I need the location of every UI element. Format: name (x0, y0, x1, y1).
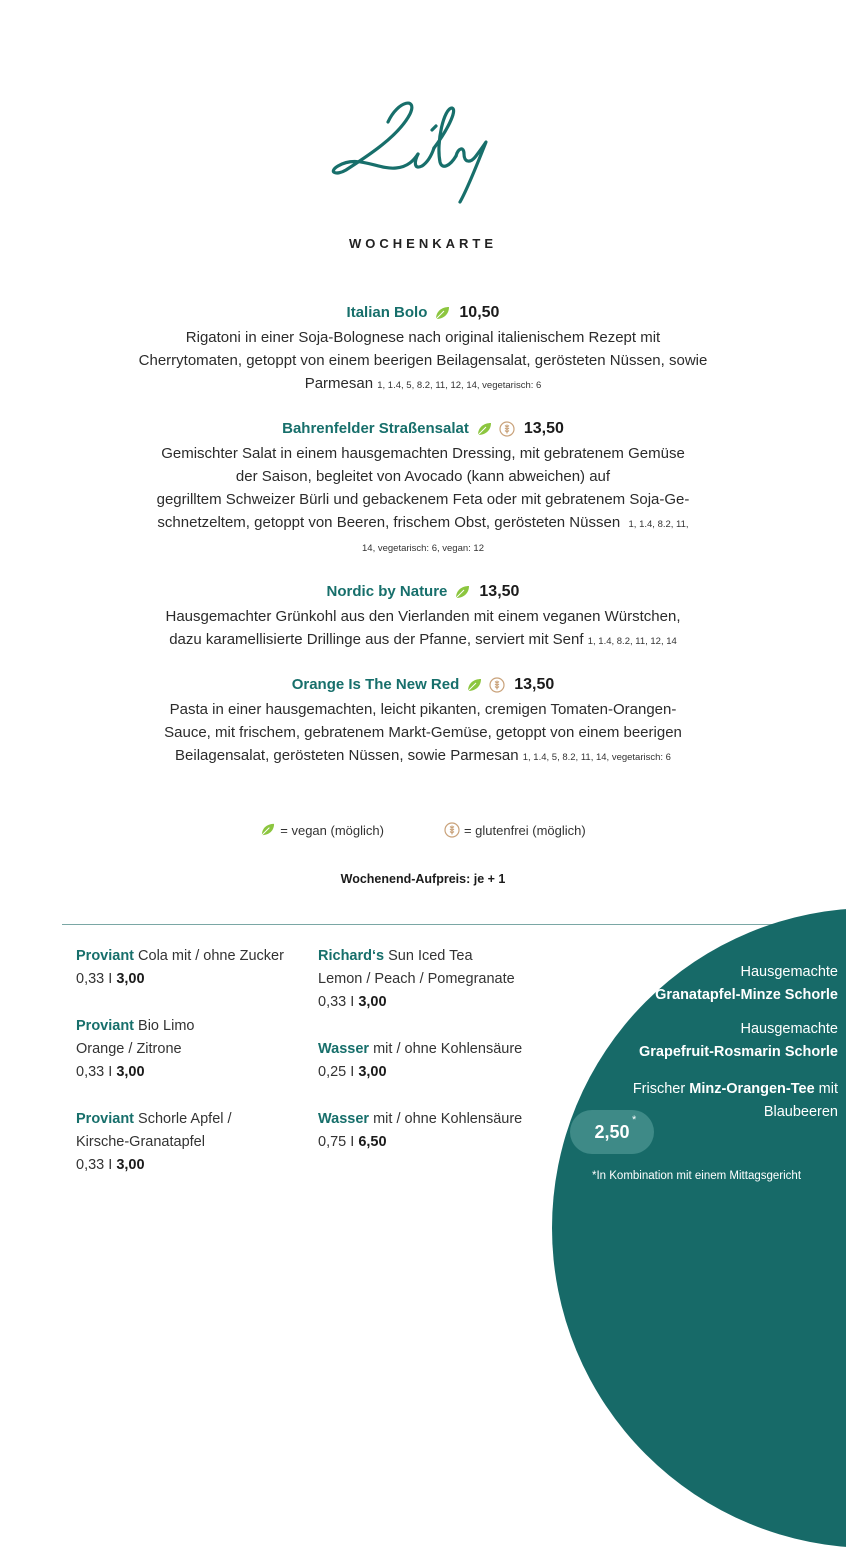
drink-price: 3,00 (116, 1157, 145, 1173)
drink-name (318, 1108, 522, 1131)
desc-line: Sauce, mit frischem, gebratenem Markt-Gemüse, getoppt von einem beerigen (164, 724, 682, 741)
desc-text: Parmesan (304, 375, 374, 392)
dish-name: Italian Bolo (346, 304, 428, 321)
desc-line: Hausgemachter Grünkohl aus den Vierlanden mit einem veganen Würstchen, (165, 608, 681, 625)
drink-proviant-limo (76, 1015, 194, 1084)
drink-size-price (76, 968, 284, 991)
drink-wasser-large (318, 1108, 522, 1154)
dish-description (90, 442, 756, 562)
dish-name: Bahrenfelder Straßensalat (282, 420, 469, 437)
special-prefix: Frischer (632, 1081, 690, 1097)
drink-price: 3,00 (358, 994, 387, 1010)
allergen-codes: 1, 1.4, 5, 8.2, 11, 12, 14, vegetarisch: 6 (377, 380, 542, 391)
desc-line (90, 372, 756, 397)
legend-glutenfree-label: = glutenfrei (möglich) (463, 822, 586, 838)
glutenfree-grain-icon (444, 822, 460, 838)
desc-text: schnetzeltem, getoppt von Beeren, frischem Obst, gerösteten Nüssen (157, 514, 621, 531)
dish-description (90, 326, 756, 397)
desc-line: Rigatoni in einer Soja-Bolognese nach original italienischem Rezept mit (185, 329, 661, 346)
drink-name (76, 1108, 232, 1131)
drink-title: mit / ohne Kohlensäure (369, 1041, 523, 1057)
special-line: Blaubeeren (763, 1104, 838, 1120)
drink-name (318, 1038, 522, 1061)
legend-vegan (260, 822, 384, 838)
drink-variant: Kirsche-Granatapfel (76, 1134, 205, 1150)
drink-proviant-cola (76, 945, 284, 991)
drink-size: 0,33 I (76, 1157, 117, 1173)
special-label: Hausgemachte (740, 964, 838, 980)
drink-variant: Orange / Zitrone (76, 1041, 182, 1057)
drink-proviant-schorle (76, 1108, 232, 1177)
special-granatapfel-schorle (578, 961, 838, 1007)
desc-line (90, 511, 756, 536)
drink-size: 0,25 I (318, 1064, 359, 1080)
lily-script-logo-icon (318, 92, 528, 212)
special-name-text: Minz-Orangen-Tee (689, 1081, 815, 1097)
dish-header (90, 672, 756, 698)
desc-line: der Saison, begleitet von Avocado (kann abweichen) auf (235, 468, 611, 485)
desc-line (90, 628, 756, 653)
desc-line: gegrilltem Schweizer Bürli und gebackenem Feta oder mit gebratenem Soja-Ge- (156, 491, 690, 508)
drink-title: Schorle Apfel / (134, 1111, 232, 1127)
dish-name: Orange Is The New Red (291, 676, 460, 693)
vegan-leaf-icon (476, 421, 492, 437)
dish-italian-bolo (90, 300, 756, 397)
section-divider (62, 924, 846, 925)
special-line (578, 1078, 838, 1101)
drink-size-price (76, 1154, 232, 1177)
special-footnote: *In Kombination mit einem Mittagsgericht (592, 1170, 802, 1182)
dish-bahrenfelder-strassensalat (90, 416, 756, 562)
drink-title: mit / ohne Kohlensäure (369, 1111, 523, 1127)
dish-name: Nordic by Nature (326, 583, 448, 600)
allergen-codes: 1, 1.4, 5, 8.2, 11, 14, vegetarisch: 6 (522, 752, 671, 763)
drink-brand: Proviant (76, 1018, 135, 1034)
drink-brand: Wasser (318, 1041, 370, 1057)
glutenfree-grain-icon (489, 677, 505, 693)
menu-subtitle: WOCHENKARTE (349, 236, 497, 251)
desc-line: Gemischter Salat in einem hausgemachten Dressing, mit gebratenem Gemüse (161, 445, 685, 462)
allergen-codes: 1, 1.4, 8.2, 11, 12, 14 (587, 636, 677, 647)
desc-line: Pasta in einer hausgemachten, leicht pikanten, cremigen Tomaten-Orangen- (169, 701, 677, 718)
glutenfree-grain-icon (499, 421, 515, 437)
drink-title: Sun Iced Tea (384, 948, 473, 964)
dish-price: 13,50 (479, 583, 520, 600)
drink-brand: Richard‘s (318, 948, 385, 964)
special-name-text: Granatapfel-Minze Schorle (655, 987, 838, 1003)
drink-variant: Lemon / Peach / Pomegranate (318, 971, 515, 987)
special-name (578, 984, 838, 1007)
dish-header (90, 579, 756, 605)
icon-legend (0, 822, 846, 838)
special-name-text: Grapefruit-Rosmarin Schorle (638, 1044, 838, 1060)
drink-price: 3,00 (116, 971, 145, 987)
dish-orange-is-the-new-red (90, 672, 756, 769)
drink-size: 0,33 I (76, 971, 117, 987)
special-suffix: mit (814, 1081, 838, 1097)
drink-name (76, 1015, 194, 1038)
special-label: Hausgemachte (740, 1021, 838, 1037)
special-price-badge: 2,50 (570, 1110, 654, 1154)
drink-size-price (318, 991, 515, 1014)
drink-price: 3,00 (116, 1064, 145, 1080)
drink-wasser-small (318, 1038, 522, 1084)
allergen-codes-continued: 14, vegetarisch: 6, vegan: 12 (362, 543, 484, 554)
drink-size: 0,33 I (76, 1064, 117, 1080)
dish-price: 10,50 (459, 304, 500, 321)
weekend-surcharge: Wochenend-Aufpreis: je + 1 (340, 872, 506, 886)
special-grapefruit-schorle (578, 1018, 838, 1064)
desc-text: dazu karamellisierte Drillinge aus der Pfanne, serviert mit Senf (169, 631, 584, 648)
dish-description (90, 698, 756, 769)
drink-size-price (76, 1061, 194, 1084)
drink-size-price (318, 1061, 522, 1084)
lily-logo (318, 92, 528, 212)
desc-line: Cherrytomaten, getoppt von einem beerigen Beilagensalat, gerösteten Nüssen, sowie (138, 352, 708, 369)
desc-text: Beilagensalat, gerösteten Nüssen, sowie Parmesan (175, 747, 519, 764)
drink-size-price (318, 1131, 522, 1154)
vegan-leaf-icon (454, 584, 470, 600)
drink-price: 3,00 (358, 1064, 387, 1080)
drink-name (76, 945, 284, 968)
vegan-leaf-icon (260, 822, 276, 838)
dish-nordic-by-nature (90, 579, 756, 653)
drink-size: 0,75 I (318, 1134, 359, 1150)
drink-title: Bio Limo (134, 1018, 195, 1034)
drink-brand: Proviant (76, 948, 135, 964)
vegan-leaf-icon (466, 677, 482, 693)
drink-richards-iced-tea (318, 945, 515, 1014)
desc-line (90, 744, 756, 769)
drink-price: 6,50 (358, 1134, 387, 1150)
vegan-leaf-icon (434, 305, 450, 321)
dish-price: 13,50 (514, 676, 555, 693)
price-asterisk: * (632, 1114, 637, 1126)
drink-size: 0,33 I (318, 994, 359, 1010)
dish-price: 13,50 (523, 420, 564, 437)
dish-header (90, 416, 756, 442)
dish-description (90, 605, 756, 653)
dish-header (90, 300, 756, 326)
special-name (578, 1041, 838, 1064)
drink-brand: Proviant (76, 1111, 135, 1127)
drink-name (318, 945, 515, 968)
drink-brand: Wasser (318, 1111, 370, 1127)
allergen-codes: 1, 1.4, 8.2, 11, (628, 519, 689, 530)
legend-vegan-label: = vegan (möglich) (280, 822, 384, 838)
drink-title: Cola mit / ohne Zucker (134, 948, 284, 964)
legend-glutenfree (444, 822, 586, 838)
